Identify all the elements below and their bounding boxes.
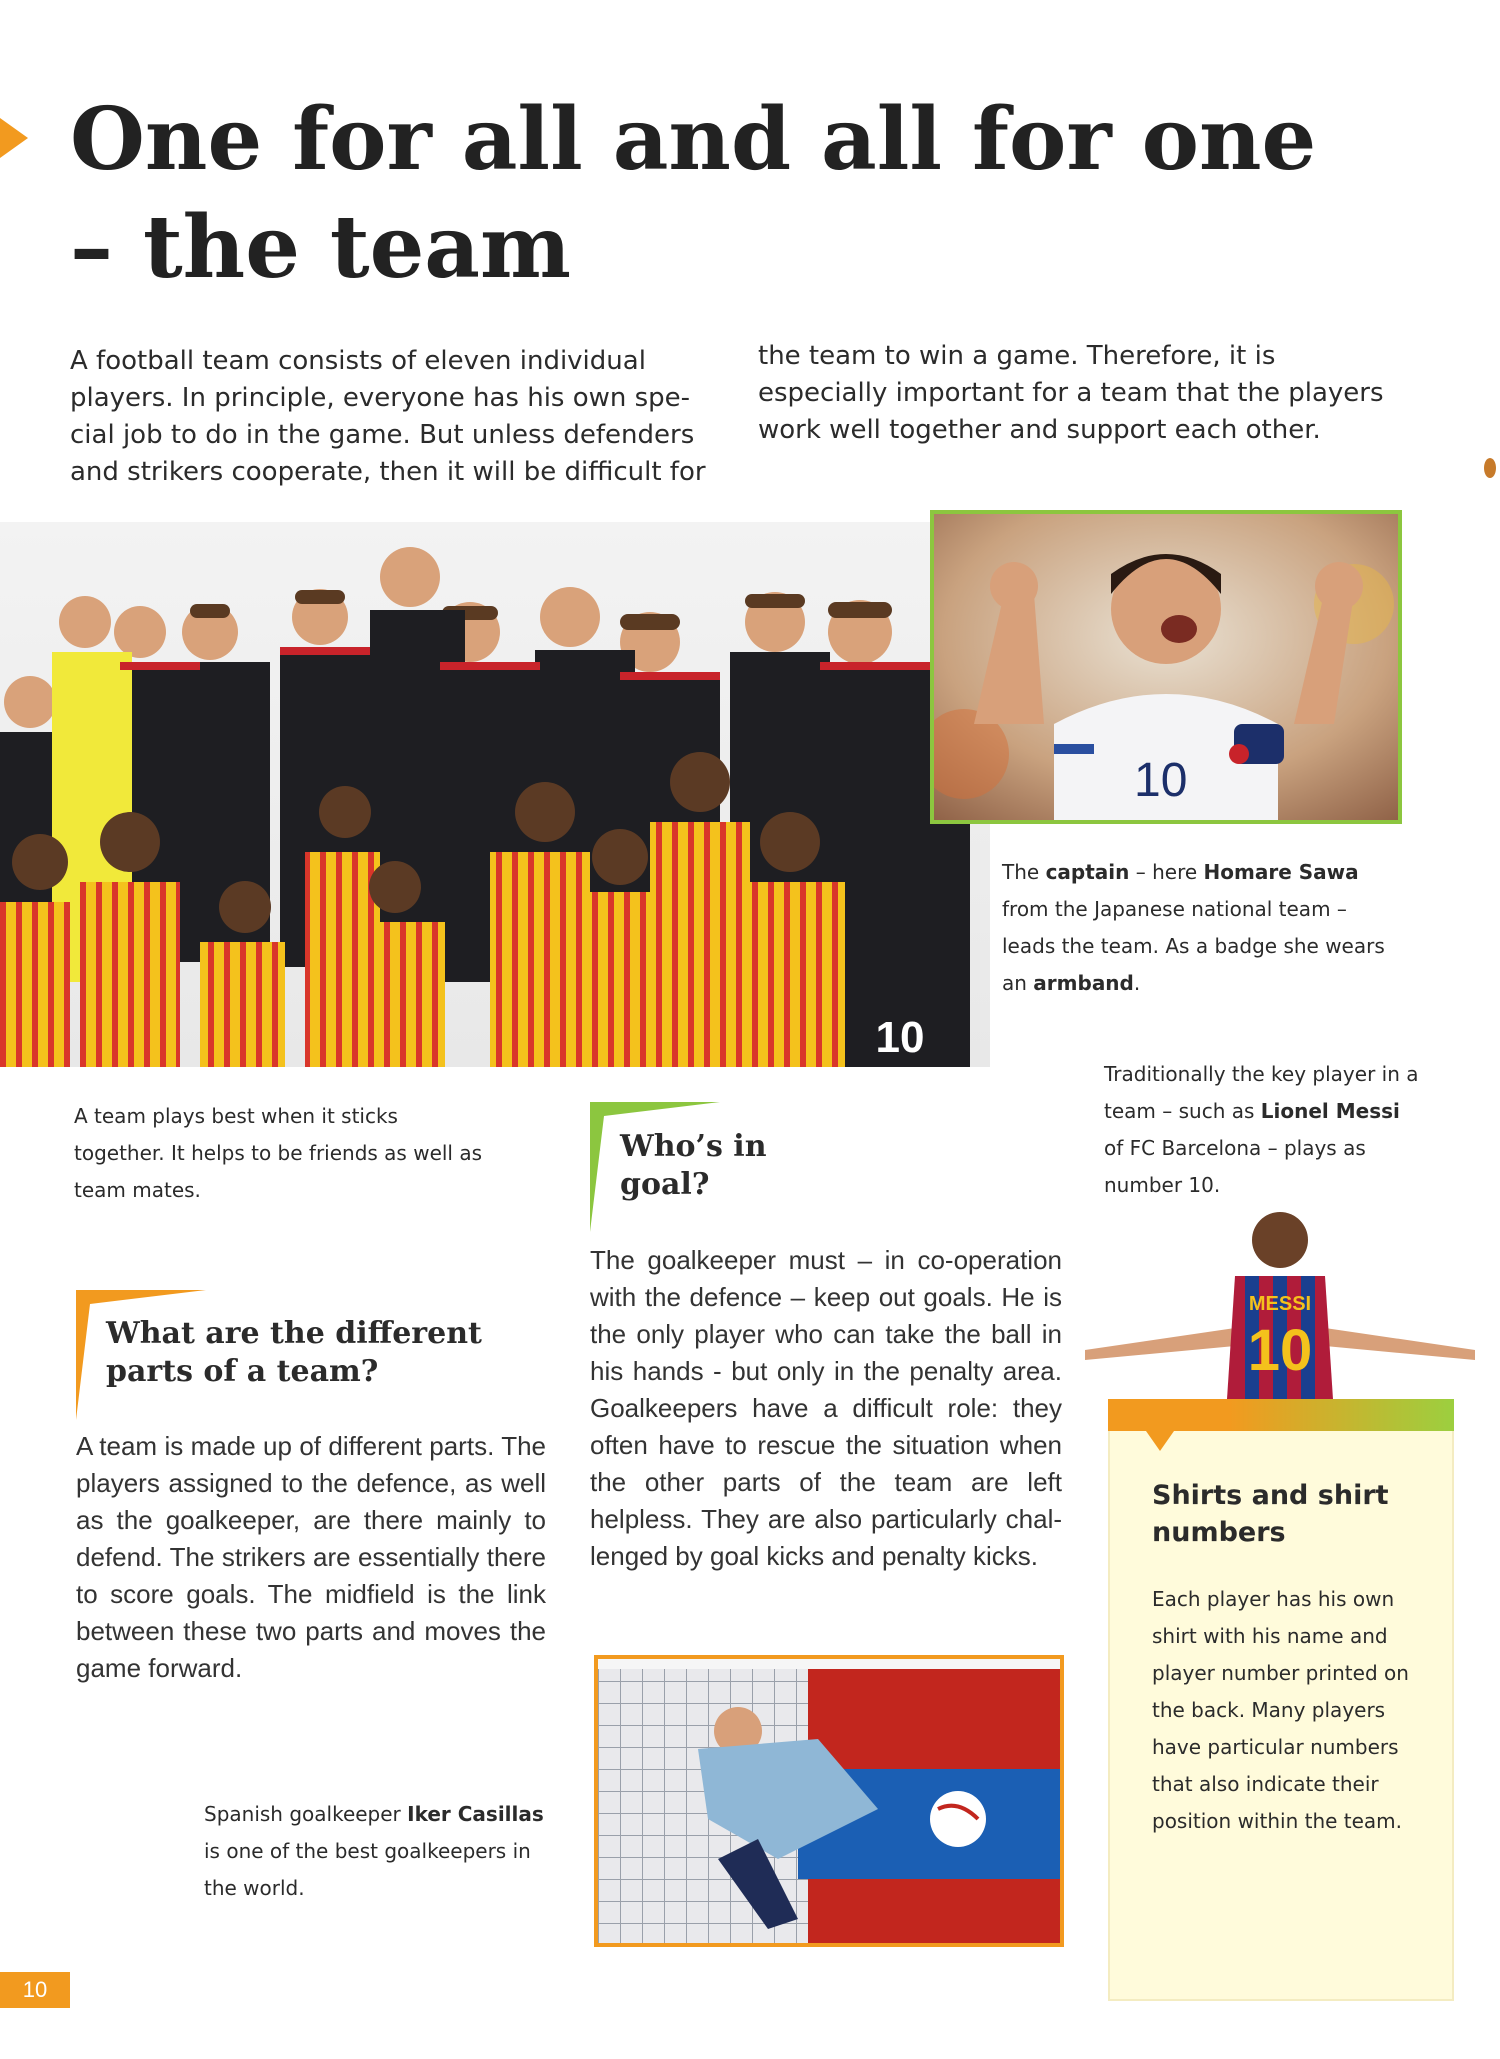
intro-column-2	[758, 338, 1408, 449]
team-caption-text: A team plays best when it sticks together. It helps to be friends as well as team mates.	[74, 1104, 483, 1202]
captain-photo	[930, 510, 1402, 824]
page-title-line-1: One for all and all for one	[70, 89, 1317, 190]
intro-text-2: the team to win a game. Therefore, it is especially important for a team that the players work well together and support each other.	[758, 341, 1384, 445]
intro-column-1	[70, 343, 710, 491]
intro-text-1: A football team consists of eleven individual players. In principle, everyone has his own spe-cial job to do in the game. But unless defenders and strikers cooperate, then it will be difficult for	[70, 346, 706, 487]
messi-caption: Traditionally the key player in a team – such as Lionel Messi of FC Barcelona – plays as number 10.	[1104, 1062, 1419, 1197]
page-number: 10	[0, 1972, 70, 2008]
parts-body: A team is made up of different parts. The players assigned to the defence, as well as the goalkeeper, are there mainly to defend. The strikers are essentially there to score goals. The midfield is the link between these two parts and moves the game forward.	[76, 1431, 546, 1683]
team-photo	[0, 522, 990, 1067]
page-title-line-2: – the team	[70, 197, 572, 298]
parts-heading: What are the different parts of a team?	[106, 1316, 482, 1389]
goal-body: The goalkeeper must – in co-operation with the defence – keep out goals. He is the only player who can take the ball in his hands - but only in the penalty area. Goalkeepers have a difficult role: they often have to rescue the situation when the other parts of the team are left helpless. They are also particularly chal-lenged by goal kicks and penalty kicks.	[590, 1245, 1062, 1571]
sawa-shirt-number: 10	[1134, 754, 1188, 807]
shirts-box-band	[1108, 1399, 1454, 1431]
page-title	[70, 86, 1390, 302]
captain-caption: The captain – here Homare Sawa from the Japanese national team – leads the team. As a badge she wears an armband.	[1002, 860, 1385, 995]
shirts-box-notch-icon	[1146, 1431, 1174, 1451]
messi-shirt-name: MESSI	[1248, 1293, 1312, 1315]
shirts-body: Each player has his own shirt with his name and player number printed on the back. Many players have particular numbers that also indicate their position within the team.	[1152, 1587, 1409, 1833]
team-caption	[74, 1098, 494, 1209]
messi-shirt-number: 10	[1247, 1318, 1313, 1383]
shirts-heading: Shirts and shirt numbers	[1152, 1480, 1389, 1548]
edge-dot	[1484, 458, 1496, 478]
goalkeeper-caption: Spanish goalkeeper Iker Casillas is one of the best goalkeepers in the world.	[204, 1802, 544, 1900]
goalkeeper-photo	[594, 1655, 1064, 1947]
messi-photo	[1085, 1210, 1475, 1430]
shirts-info-box	[1108, 1427, 1454, 2001]
title-arrow-icon	[0, 118, 28, 158]
goal-heading: Who’s in goal?	[620, 1129, 767, 1202]
team-shirt-number: 10	[875, 1013, 925, 1062]
